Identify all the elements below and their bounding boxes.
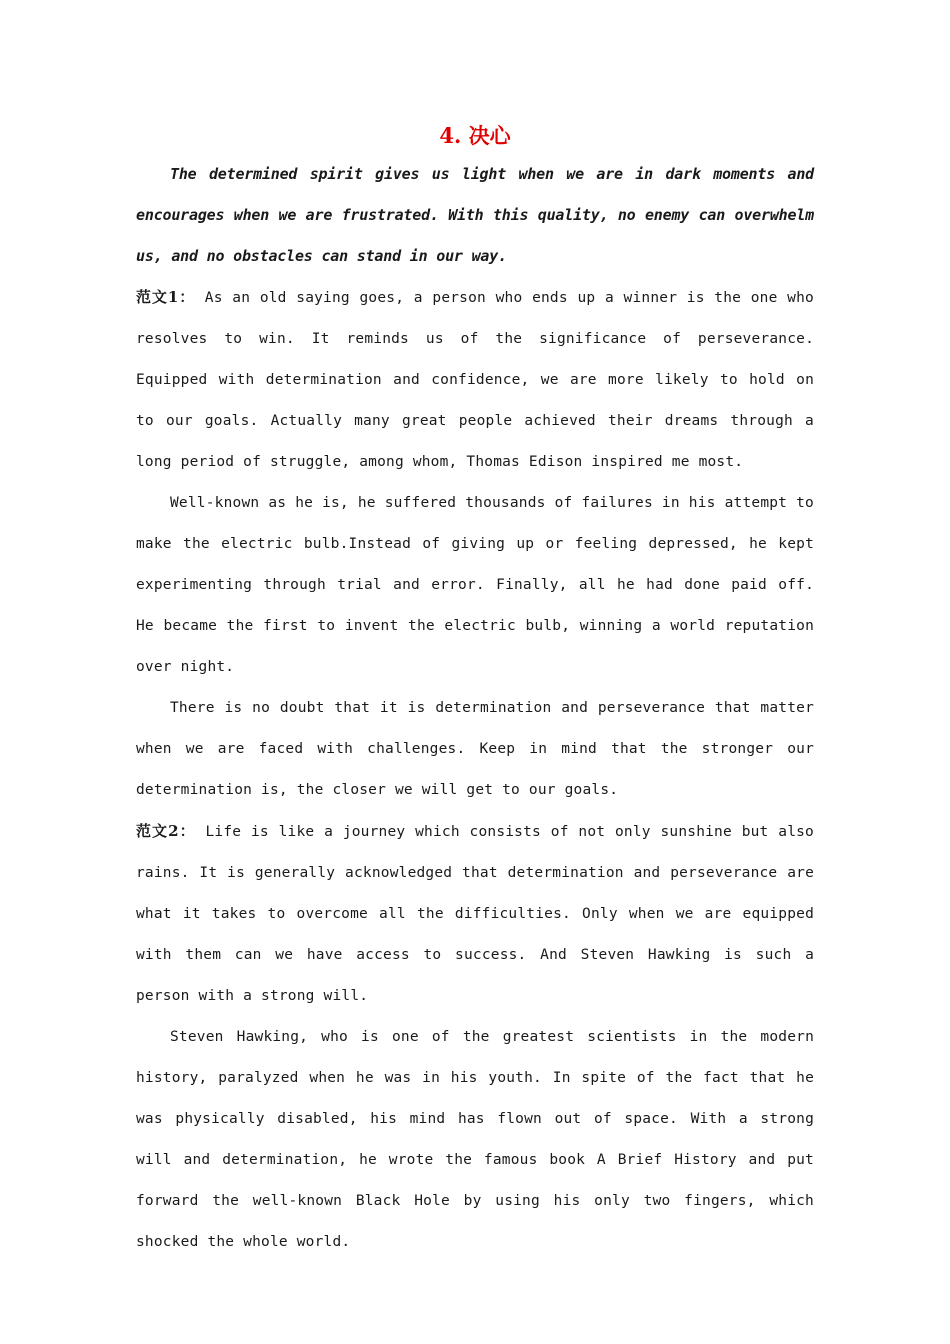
essay-1-label: 范文1： <box>136 288 196 306</box>
essay-2-paragraph-1-text: Life is like a journey which consists of not only sunshine but also rains. It is generally acknowledged that determination and perseverance are what it takes to overcome all the difficulties. Only when we are equipped with them can we have access to success. And Steven Hawking is such a person with a strong will. <box>136 824 814 1004</box>
intro-paragraph: The determined spirit gives us light when we are in dark moments and encourages when we are frustrated. With this quality, no enemy can overwhelm us, and no obstacles can stand in our way. <box>136 165 814 265</box>
essay-1-paragraph-3: There is no doubt that it is determination and perseverance that matter when we are faced with challenges. Keep in mind that the stronger our determination is, the closer we will get to our goals. <box>136 700 814 798</box>
essay-1-paragraph-2: Well-known as he is, he suffered thousands of failures in his attempt to make the electric bulb.Instead of giving up or feeling depressed, he kept experimenting through trial and error. Finally, all he had done paid off. He became the first to invent the electric bulb, winning a world reputation over night. <box>136 495 814 675</box>
document-page <box>136 118 814 1263</box>
essay-1-paragraph-1-text: As an old saying goes, a person who ends up a winner is the one who resolves to win. It reminds us of the significance of perseverance. Equipped with determination and confidence, we are more likely to hold on to our goals. Actually many great people achieved their dreams through a long period of struggle, among whom, Thomas Edison inspired me most. <box>136 290 814 470</box>
essay-2-paragraph-2: Steven Hawking, who is one of the greatest scientists in the modern history, paralyzed when he was in his youth. In spite of the fact that he was physically disabled, his mind has flown out of space. With a strong will and determination, he wrote the famous book A Brief History and put forward the well-known Black Hole by using his only two fingers, which shocked the whole world. <box>136 1029 814 1250</box>
essay-2-label: 范文2： <box>136 822 196 840</box>
essay-1-paragraph-1 <box>136 277 814 483</box>
page-title: 4. 决心 <box>439 123 511 148</box>
essay-2-paragraph-1 <box>136 811 814 1017</box>
